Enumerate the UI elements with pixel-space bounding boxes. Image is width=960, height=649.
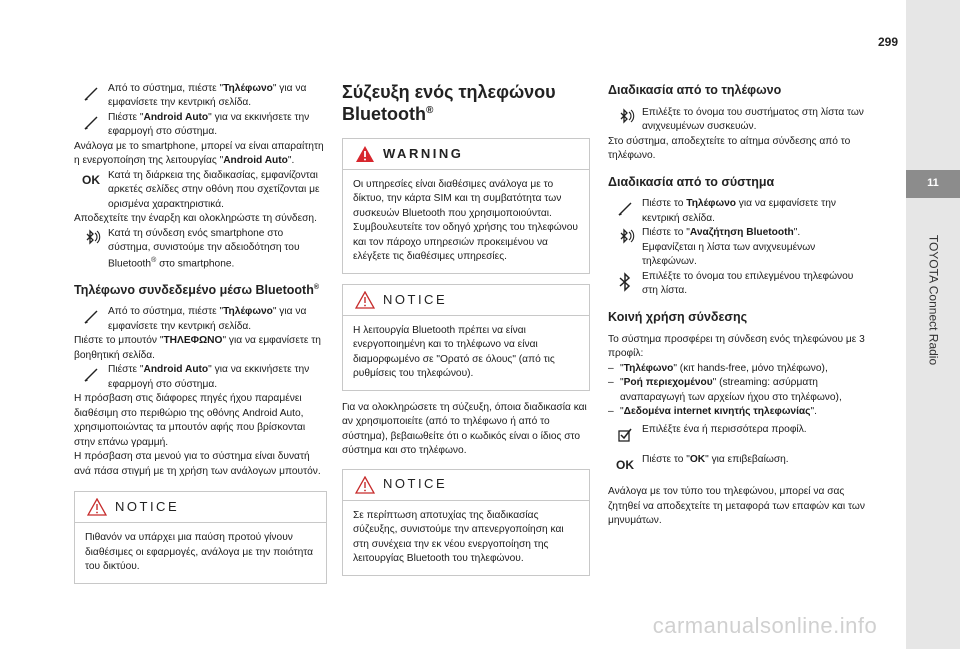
step-text: Επιλέξτε ένα ή περισσότερα προφίλ. — [642, 424, 807, 436]
stylus-icon — [82, 366, 100, 384]
paragraph: Η πρόσβαση στα μενού για το σύστημα είναι δυνατή ανά πάσα στιγμή με τη χρήση των ανάλογων μπουτόν. — [74, 451, 321, 477]
warning-box — [342, 138, 590, 274]
paragraph: Για να ολοκληρώσετε τη σύζευξη, όποια διαδικασία και αν χρησιμοποιείτε (από το τηλέφωνο ή από το σύστημα), βεβαιωθείτε ότι ο κωδικός είναι ο ίδιος στο σύστημα και στο τηλέφωνο. — [342, 401, 587, 457]
step-row — [608, 423, 870, 447]
column-2 — [342, 82, 590, 586]
notice-text: Σε περίπτωση αποτυχίας της διαδικασίας σύζευξης, συνιστούμε την απενεργοποίηση και στη συνέχεια την εκ νέου ενεργοποίηση της λειτουργίας Bluetooth του τηλεφώνου. — [353, 509, 564, 565]
notice-box — [342, 469, 590, 576]
paragraph: Ανάλογα με το smartphone, μπορεί να είναι απαραίτητη η ενεργοποίηση της λειτουργίας "Android Auto". — [74, 140, 324, 167]
step-row — [74, 227, 327, 272]
step-text: Από το σύστημα, πιέστε "Τηλέφωνο" για να εμφανίσετε την κεντρική σελίδα. — [108, 306, 307, 332]
step-row — [74, 82, 327, 111]
stylus-icon — [82, 308, 100, 326]
bluetooth-search-icon — [614, 228, 636, 248]
paragraph: Η πρόσβαση στις διάφορες πηγές ήχου παραμένει διαθέσιμη στο περιθώριο της οθόνης Android Auto, χρησιμοποιώντας τα μπουτόν αφής που βρίσκονται στην επάνω γραμμή. — [74, 393, 306, 448]
step-text: Πιέστε "Android Auto" για να εκκινήσετε την εφαρμογή στο σύστημα. — [108, 364, 310, 390]
step-text: Από το σύστημα, πιέστε "Τηλέφωνο" για να εμφανίσετε την κεντρική σελίδα. — [108, 83, 307, 109]
stylus-icon — [82, 85, 100, 103]
step-text: Πιέστε το Τηλέφωνο για να εμφανίσετε την κεντρική σελίδα. — [642, 198, 836, 224]
ok-icon: OK — [616, 457, 634, 472]
step-row — [74, 169, 327, 212]
bluetooth-search-icon — [614, 108, 636, 128]
column-1 — [74, 82, 327, 594]
step-row — [608, 106, 870, 135]
step-row — [608, 270, 870, 299]
page-number: 299 — [877, 35, 899, 49]
stylus-icon — [616, 200, 634, 218]
step-row — [608, 226, 870, 269]
notice-box — [342, 284, 590, 391]
warning-triangle-icon — [355, 145, 375, 163]
paragraph: Το σύστημα προσφέρει τη σύνδεση ενός τηλεφώνου με 3 προφίλ: — [608, 333, 865, 360]
step-row — [74, 111, 327, 140]
step-text: Επιλέξτε το όνομα του συστήματος στη λίστα των ανιχνευμένων συσκευών. — [642, 106, 864, 133]
section-heading: Διαδικασία από το τηλέφωνο — [608, 83, 782, 97]
warning-title: WARNING — [383, 145, 464, 161]
checkbox-icon — [617, 427, 633, 443]
step-text: Πιέστε το "Αναζήτηση Bluetooth". Εμφανίζεται η λίστα των ανιχνευμένων τηλεφώνων. — [642, 227, 816, 268]
step-row — [74, 363, 327, 392]
section-heading: Κοινή χρήση σύνδεσης — [608, 309, 748, 324]
list-item: – "Δεδομένα internet κινητής τηλεφωνίας". — [608, 406, 817, 417]
chapter-tab — [906, 0, 960, 649]
notice-triangle-icon — [355, 476, 375, 494]
chapter-number: 11 — [906, 170, 960, 198]
column-3 — [608, 82, 870, 529]
bluetooth-search-icon — [80, 229, 102, 249]
notice-title: NOTICE — [383, 476, 448, 492]
step-row — [608, 197, 870, 226]
notice-triangle-icon — [87, 498, 107, 516]
list-item: – "Ροή περιεχομένου" (streaming: ασύρματη αναπαραγωγή των αρχείων ήχου στο τηλέφωνο), — [608, 377, 842, 403]
notice-triangle-icon — [355, 291, 375, 309]
step-text: Πιέστε "Android Auto" για να εκκινήσετε την εφαρμογή στο σύστημα. — [108, 111, 310, 138]
step-text: Πιέστε το "OK" για επιβεβαίωση. — [642, 454, 789, 466]
paragraph: Στο σύστημα, αποδεχτείτε το αίτημα σύνδεσης από το τηλέφωνο. — [608, 135, 851, 162]
watermark: carmanualsonline.info — [652, 613, 878, 638]
notice-title: NOTICE — [115, 499, 180, 515]
section-heading: Διαδικασία από το σύστημα — [608, 174, 775, 189]
chapter-label: TOYOTA Connect Radio — [926, 234, 941, 366]
paragraph: Αποδεχτείτε την έναρξη και ολοκληρώστε τη σύνδεση. — [74, 213, 317, 225]
step-row — [608, 453, 870, 477]
notice-box — [74, 491, 327, 583]
main-heading: Σύζευξη ενός τηλεφώνου Bluetooth® — [342, 82, 556, 124]
bluetooth-icon — [618, 272, 632, 292]
step-text: Κατά τη διάρκεια της διαδικασίας, εμφανίζονται αρκετές σελίδες στην οθόνη που σχετίζονται με ορισμένα χαρακτηριστικά. — [108, 169, 320, 210]
list-item: – "Τηλέφωνο" (κιτ hands-free, μόνο τηλέφωνο), — [608, 362, 828, 374]
notice-title: NOTICE — [383, 291, 448, 307]
step-text: Κατά τη σύνδεση ενός smartphone στο σύστημα, συνιστούμε την αδειοδότηση του Bluetooth® στο smartphone. — [108, 227, 300, 270]
step-row — [74, 305, 327, 334]
paragraph: Ανάλογα με τον τύπο του τηλεφώνου, μπορεί να σας ζητηθεί να αποδεχτείτε τη μεταφορά των επαφών και των μηνυμάτων. — [608, 486, 865, 527]
stylus-icon — [82, 114, 100, 132]
ok-icon: OK — [82, 173, 100, 188]
paragraph: Πιέστε το μπουτόν "ΤΗΛΕΦΩΝΟ" για να εμφανίσετε τη βοηθητική σελίδα. — [74, 335, 321, 361]
step-text: Επιλέξτε το όνομα του επιλεγμένου τηλεφώνου στη λίστα. — [642, 270, 854, 297]
notice-text: Πιθανόν να υπάρχει μια παύση προτού γίνουν διαθέσιμες οι εφαρμογές, ανάλογα με την ποιότητα του δικτύου. — [85, 532, 314, 573]
notice-text: Η λειτουργία Bluetooth πρέπει να είναι ενεργοποιημένη και το τηλέφωνο να είναι διαμορφωμένο σε "Ορατό σε όλους" (από τις ρυθμίσεις του τηλεφώνου). — [353, 324, 555, 380]
warning-text: Οι υπηρεσίες είναι διαθέσιμες ανάλογα με το δίκτυο, την κάρτα SIM και τη συμβατότητα των συσκευών Bluetooth που χρησιμοποιούνται. Συμβουλευτείτε τον οδηγό χρήσης του τηλεφώνου και τον πάροχο υπηρεσιών προκειμένου να ελέγξετε τις διαθέσιμες υπηρεσίες. — [353, 178, 578, 263]
section-heading: Τηλέφωνο συνδεδεμένο μέσω Bluetooth® — [74, 282, 320, 297]
